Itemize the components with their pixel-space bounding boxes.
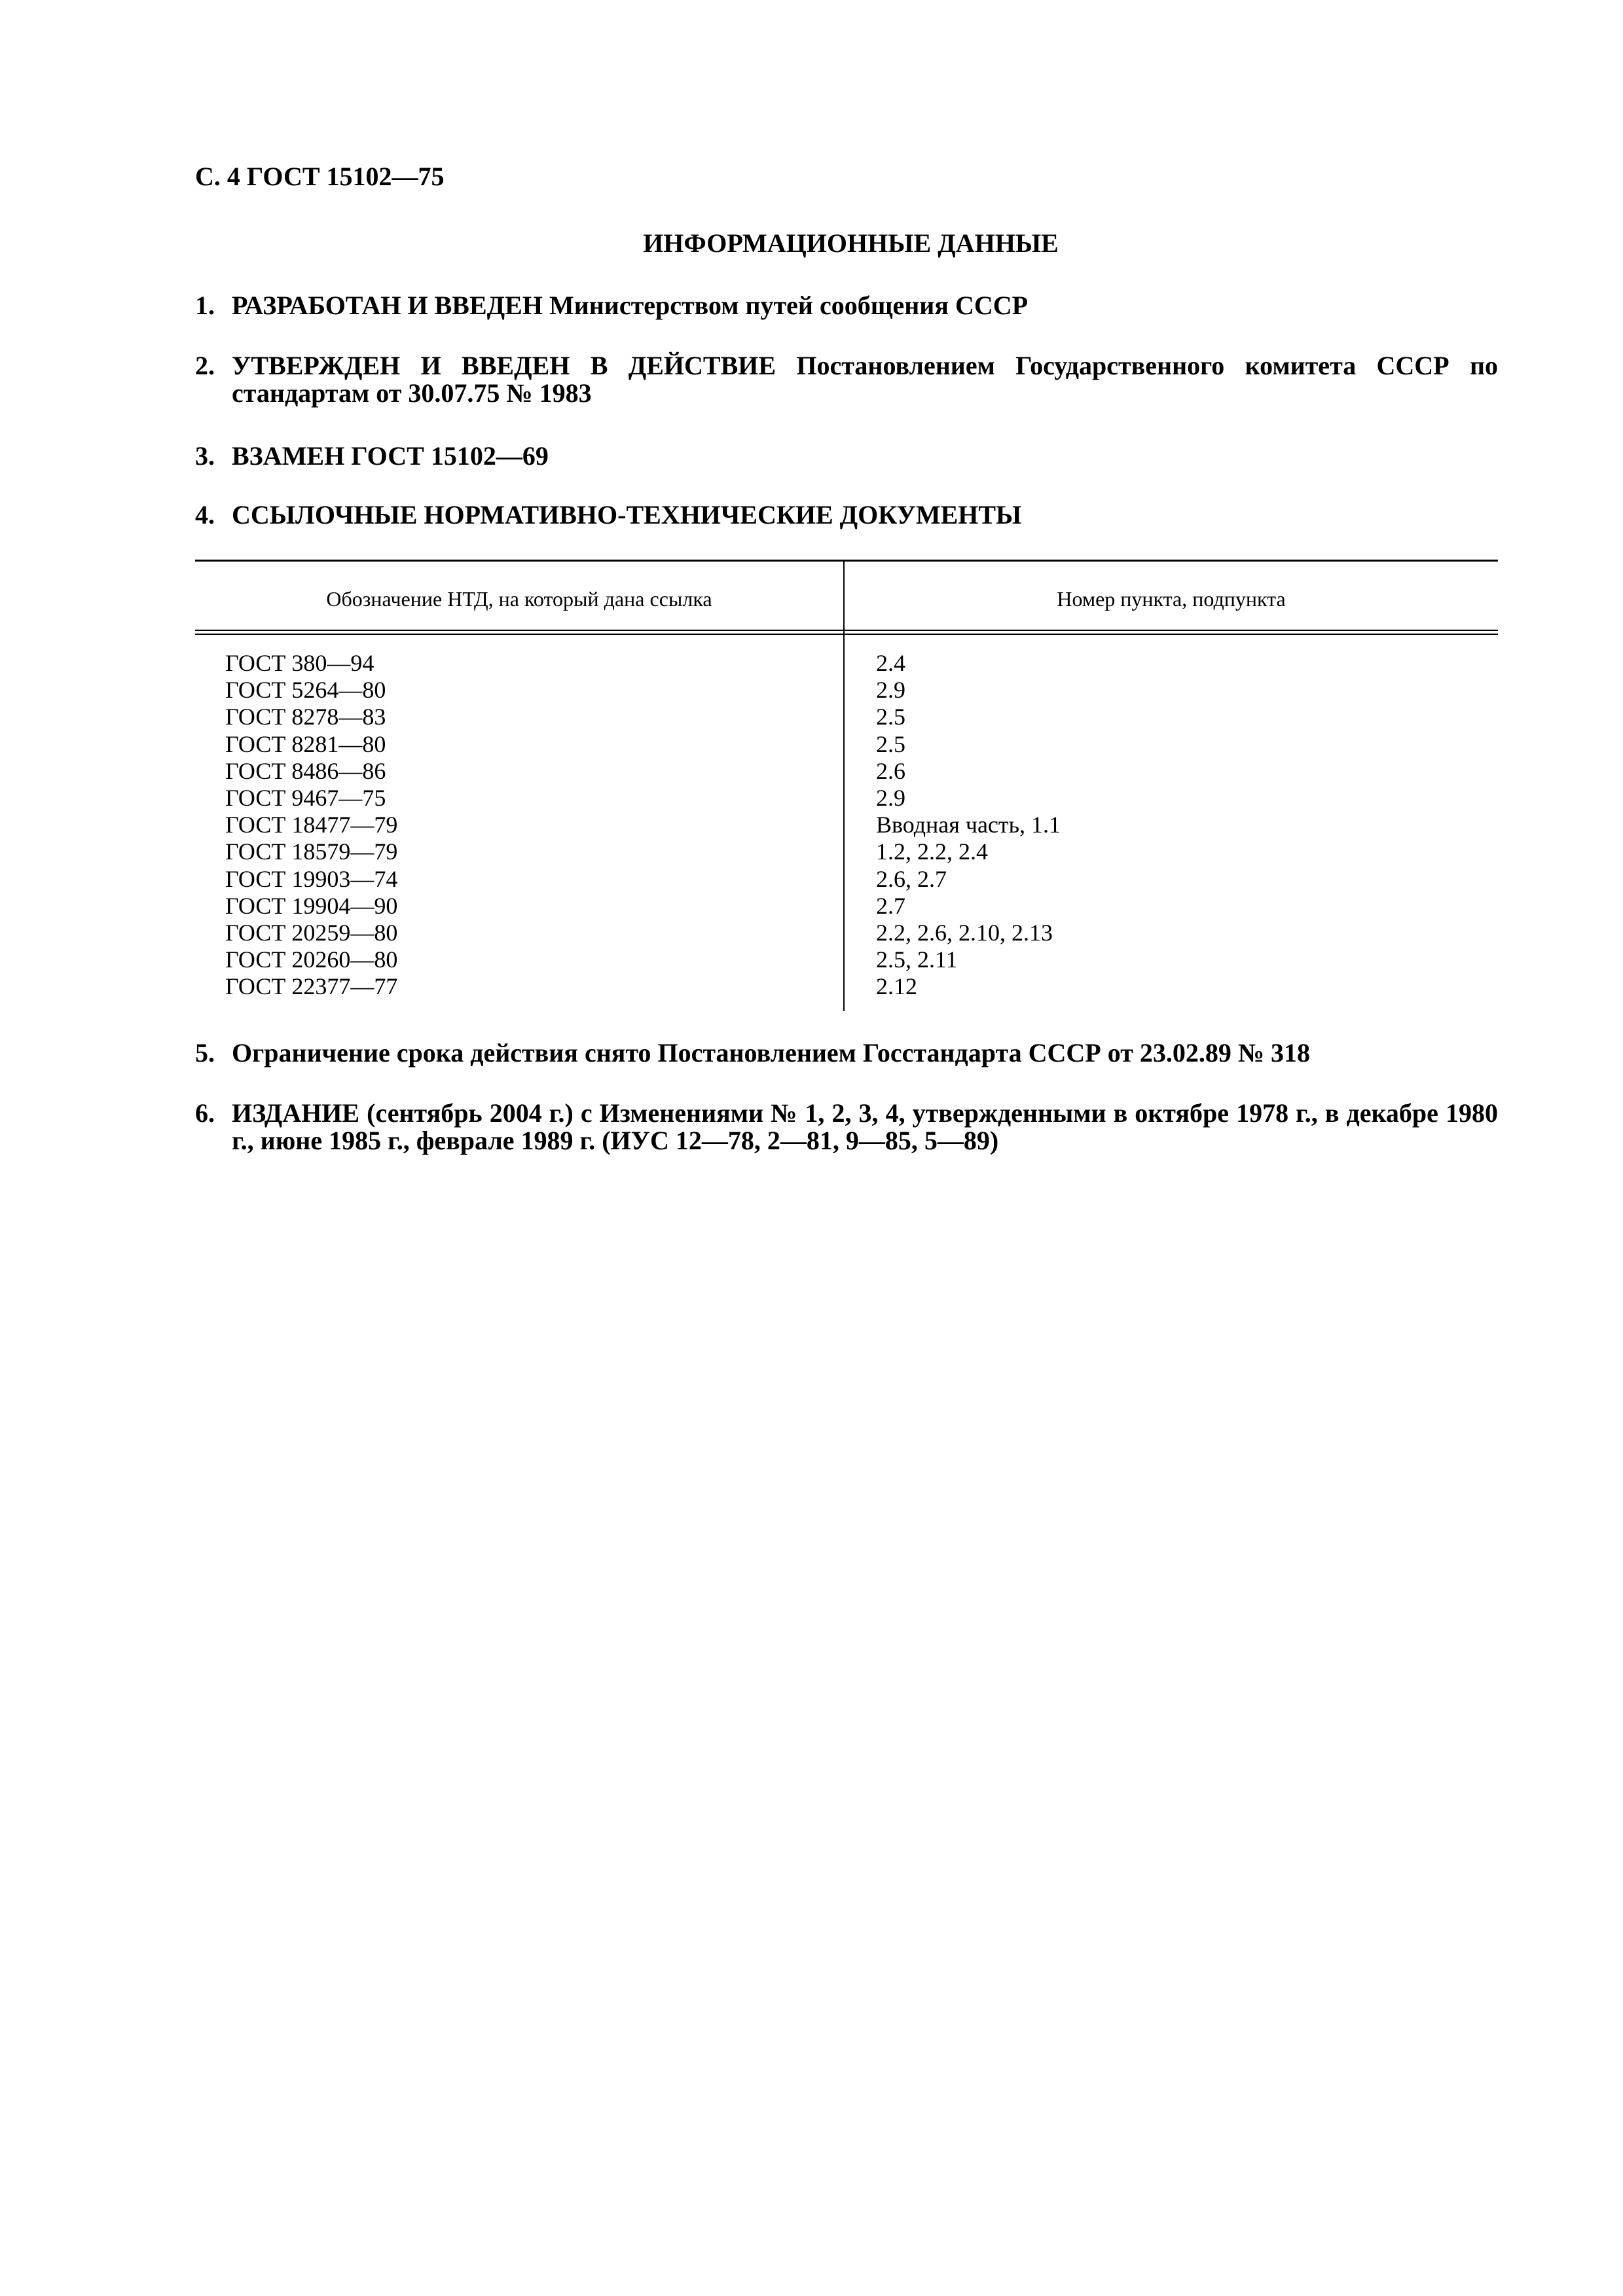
table-header-designation: Обозначение НТД, на который дана ссылка — [326, 587, 712, 611]
item-number: 4. — [195, 500, 215, 529]
designation-cell: ГОСТ 19903—74 — [225, 865, 398, 892]
table-column-divider — [843, 560, 845, 1011]
clause-cell: 2.9 — [876, 677, 905, 704]
clause-cell: 2.4 — [876, 650, 905, 676]
clause-cell: 2.6 — [876, 757, 905, 784]
clause-cell: 2.5 — [876, 730, 905, 757]
clause-cell: 2.12 — [876, 973, 917, 1000]
table-header-clause: Номер пункта, подпункта — [1057, 587, 1286, 611]
table-header-rule — [195, 630, 1498, 631]
page-header: С. 4 ГОСТ 15102—75 — [195, 162, 445, 191]
clause-cell: 2.5 — [876, 704, 905, 730]
info-item-5 — [195, 1039, 1498, 1067]
info-item-4 — [195, 501, 1498, 529]
designation-cell: ГОСТ 380—94 — [225, 650, 374, 676]
reference-documents-table — [195, 560, 1498, 1011]
clause-cell: 2.2, 2.6, 2.10, 2.13 — [876, 920, 1053, 946]
item-text: ССЫЛОЧНЫЕ НОРМАТИВНО-ТЕХНИЧЕСКИЕ ДОКУМЕНТЫ — [232, 500, 1022, 529]
designation-cell: ГОСТ 8278—83 — [225, 704, 386, 730]
clause-cell: 1.2, 2.2, 2.4 — [876, 838, 988, 865]
item-text: УТВЕРЖДЕН И ВВЕДЕН В ДЕЙСТВИЕ Постановлением Государственного комитета СССР по стандартам от 30.07.75 № 1983 — [232, 351, 1498, 408]
designation-cell: ГОСТ 18579—79 — [225, 838, 398, 865]
clause-column — [876, 650, 1061, 1001]
designation-cell: ГОСТ 22377—77 — [225, 973, 398, 1000]
item-text: Ограничение срока действия снято Постановлением Госстандарта СССР от 23.02.89 № 318 — [232, 1038, 1311, 1067]
designation-cell: ГОСТ 8281—80 — [225, 730, 386, 757]
clause-cell: 2.6, 2.7 — [876, 865, 947, 892]
clause-cell: Вводная часть, 1.1 — [876, 812, 1061, 838]
designation-column — [225, 650, 397, 1001]
item-number: 1. — [195, 291, 215, 320]
info-item-6 — [195, 1100, 1498, 1155]
designation-cell: ГОСТ 18477—79 — [225, 812, 398, 838]
table-top-rule — [195, 560, 1498, 562]
item-text: РАЗРАБОТАН И ВВЕДЕН Министерством путей сообщения СССР — [232, 291, 1029, 320]
info-item-2 — [195, 352, 1498, 407]
table-header-rule — [195, 634, 1498, 635]
designation-cell: ГОСТ 19904—90 — [225, 892, 398, 919]
designation-cell: ГОСТ 20260—80 — [225, 946, 398, 973]
info-item-3 — [195, 442, 1498, 470]
designation-cell: ГОСТ 5264—80 — [225, 677, 386, 704]
item-text: ИЗДАНИЕ (сентябрь 2004 г.) с Изменениями № 1, 2, 3, 4, утвержденными в октябре 1978 г., в декабре 1980 г., июне 1985 г., феврале 1989 г. (ИУС 12—78, 2—81, 9—85, 5—89) — [232, 1098, 1498, 1155]
clause-cell: 2.9 — [876, 785, 905, 812]
item-number: 3. — [195, 441, 215, 471]
designation-cell: ГОСТ 9467—75 — [225, 785, 386, 812]
info-item-1 — [195, 292, 1498, 319]
item-number: 6. — [195, 1098, 215, 1128]
item-number: 5. — [195, 1038, 215, 1067]
item-text: ВЗАМЕН ГОСТ 15102—69 — [232, 441, 549, 471]
clause-cell: 2.5, 2.11 — [876, 946, 958, 973]
item-number: 2. — [195, 351, 215, 380]
designation-cell: ГОСТ 20259—80 — [225, 920, 398, 946]
clause-cell: 2.7 — [876, 892, 905, 919]
designation-cell: ГОСТ 8486—86 — [225, 757, 386, 784]
page-title: ИНФОРМАЦИОННЫЕ ДАННЫЕ — [643, 228, 1059, 258]
